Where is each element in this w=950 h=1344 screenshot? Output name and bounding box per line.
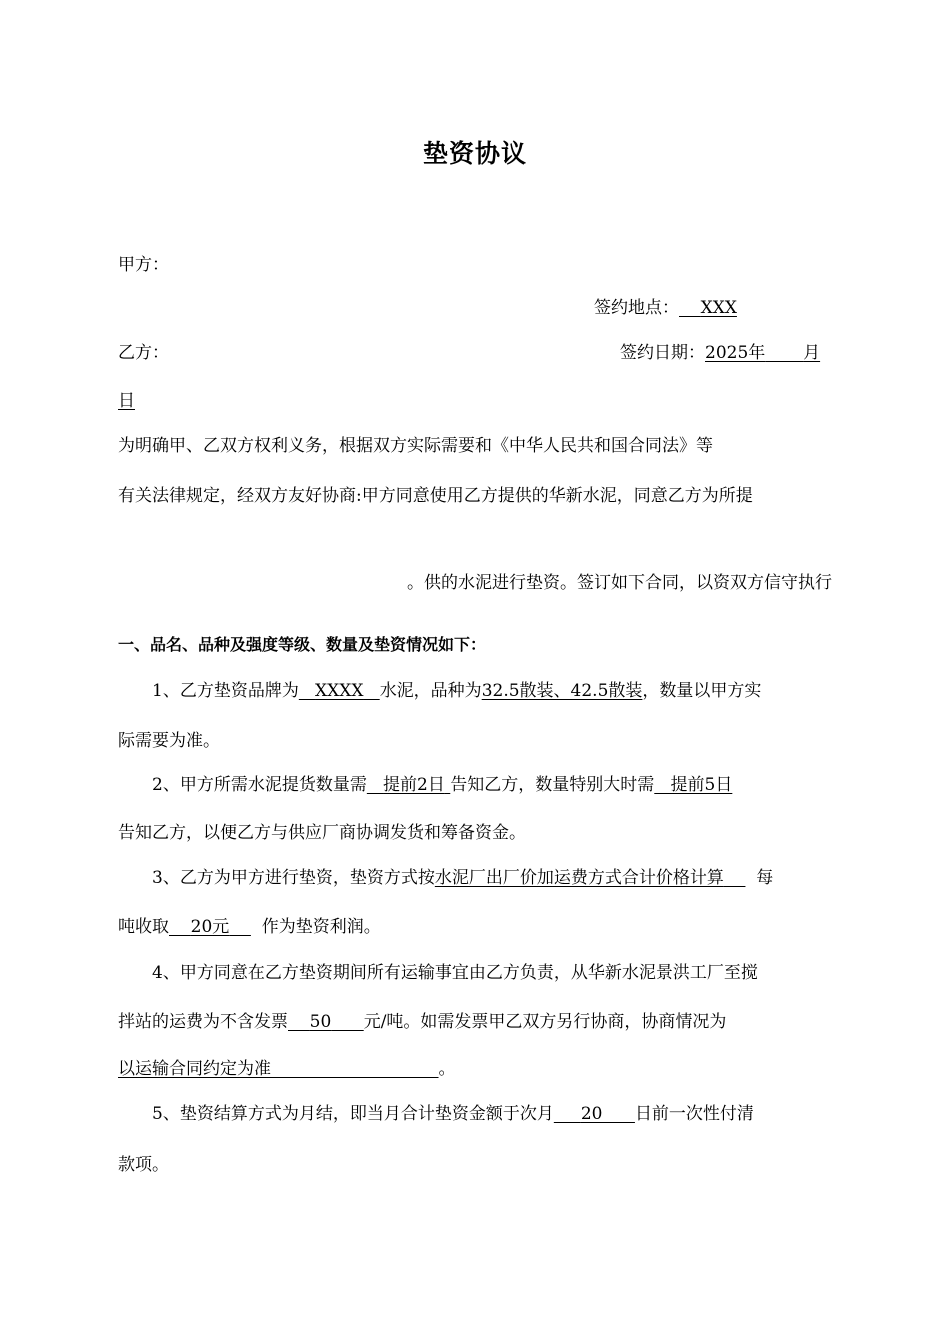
item-3-line-1 [152, 866, 773, 890]
item-2-mid: 告知乙方，数量特别大时需 [450, 775, 655, 795]
sign-date-label: 签约日期： [620, 343, 705, 363]
item-3-pre: 3、乙方为甲方进行垫资，垫资方式按 [152, 868, 435, 888]
item-4-line-1: 4、甲方同意在乙方垫资期间所有运输事宜由乙方负责，从华新水泥景洪工厂至搅 [152, 963, 758, 983]
item-1-mid: 水泥，品种为 [379, 681, 482, 701]
item-5-line-2: 款项。 [118, 1155, 169, 1175]
item-1-post: ，数量以甲方实 [642, 681, 762, 701]
item-2-advance-1: 提前2日 [383, 775, 445, 795]
item-2-advance-2: 提前5日 [670, 775, 733, 795]
sign-place-label: 签约地点： [594, 298, 679, 318]
sign-place [594, 296, 737, 320]
item-4-line-3-post: 。 [438, 1059, 456, 1079]
item-3-line-2 [118, 915, 381, 939]
item-4-line-2 [118, 1010, 726, 1034]
party-b-label: 乙方： [118, 343, 169, 363]
item-5-pre: 5、垫资结算方式为月结，即当月合计垫资金额于次月 [152, 1104, 554, 1124]
item-5-line-1 [152, 1102, 754, 1126]
item-2-line-1 [152, 773, 732, 797]
item-4-line-2-post: 元/吨。如需发票甲乙双方另行协商，协商情况为 [363, 1012, 727, 1032]
sign-date-value: 2025年 月 [705, 343, 821, 363]
item-1-variety: 32.5散装、42.5散装 [481, 681, 643, 701]
section-1-heading: 一、品名、品种及强度等级、数量及垫资情况如下： [118, 635, 487, 654]
item-1-pre: 1、乙方垫资品牌为 [152, 681, 299, 701]
item-3-line-2-pre: 吨收取 [118, 917, 169, 937]
sign-date-day: 日 [118, 391, 135, 411]
item-1-brand: XXXX [315, 681, 364, 701]
document-title: 垫资协议 [422, 139, 527, 168]
party-a-label: 甲方： [118, 255, 169, 275]
item-4-freight: 50 [309, 1012, 332, 1032]
intro-line-2: 有关法律规定，经双方友好协商:甲方同意使用乙方提供的华新水泥，同意乙方为所提 [118, 486, 753, 506]
item-4-line-3-value: 以运输合同约定为准 [118, 1059, 271, 1079]
item-1-line-1 [152, 679, 761, 703]
intro-line-1: 为明确甲、乙双方权利义务，根据双方实际需要和《中华人民共和国合同法》等 [118, 436, 713, 456]
item-5-day: 20 [580, 1104, 603, 1124]
sign-date [620, 341, 820, 365]
item-3-post: 每 [756, 868, 774, 888]
item-3-amount: 20元 [190, 917, 230, 937]
item-1-line-2: 际需要为准。 [118, 731, 220, 751]
sign-place-value: XXX [700, 298, 737, 318]
item-2-pre: 2、甲方所需水泥提货数量需 [152, 775, 367, 795]
intro-line-3: 。供的水泥进行垫资。签订如下合同，以资双方信守执行 [407, 573, 832, 593]
item-4-line-3 [118, 1057, 456, 1081]
item-2-line-2: 告知乙方，以便乙方与供应厂商协调发货和筹备资金。 [118, 823, 526, 843]
item-4-line-2-pre: 拌站的运费为不含发票 [118, 1012, 288, 1032]
item-3-line-2-post: 作为垫资利润。 [261, 917, 381, 937]
item-5-post: 日前一次性付清 [634, 1104, 754, 1124]
item-3-method: 水泥厂出厂价加运费方式合计价格计算 [434, 868, 724, 888]
